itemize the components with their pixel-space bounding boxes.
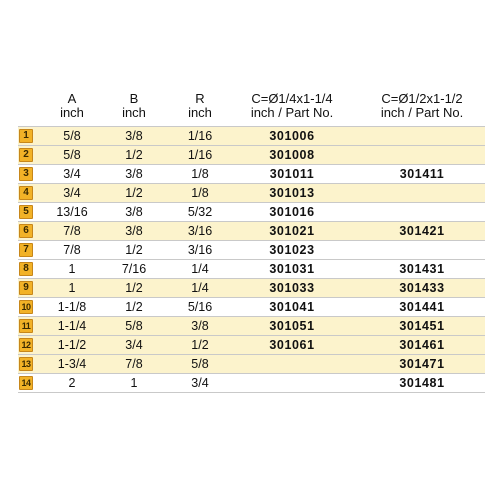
row-index-badge: 1 — [19, 129, 33, 143]
cell-b: 3/4 — [125, 338, 143, 352]
cell-part-c1: 301008 — [269, 148, 315, 162]
row-index-badge: 14 — [19, 376, 33, 390]
cell-part-c2: 301421 — [399, 224, 445, 238]
cell-r: 5/8 — [191, 357, 209, 371]
cell-part-c2: 301441 — [399, 300, 445, 314]
cell-b: 3/8 — [125, 205, 143, 219]
header-c2-title: C=Ø1/2x1-1/2 — [381, 91, 463, 106]
table-row — [18, 374, 485, 393]
header-c1 — [232, 92, 352, 120]
cell-r: 1/16 — [187, 129, 213, 143]
table-body — [18, 126, 485, 393]
table-row — [18, 241, 485, 260]
cell-part-c2: 301451 — [399, 319, 445, 333]
table-row — [18, 298, 485, 317]
header-a-title: A — [67, 91, 77, 106]
cell-part-c2: 301433 — [399, 281, 445, 295]
cell-r: 1/2 — [191, 338, 209, 352]
cell-b: 3/8 — [125, 224, 143, 238]
row-index-badge: 9 — [19, 281, 33, 295]
cell-part-c1: 301061 — [269, 338, 315, 352]
cell-part-c2: 301431 — [399, 262, 445, 276]
table-row — [18, 279, 485, 298]
row-index-badge: 3 — [19, 167, 33, 181]
cell-r: 1/8 — [191, 186, 209, 200]
cell-a: 1-1/8 — [57, 300, 87, 314]
cell-r: 3/16 — [187, 243, 213, 257]
header-c2 — [362, 92, 482, 120]
row-index-badge: 10 — [19, 300, 33, 314]
cell-r: 3/16 — [187, 224, 213, 238]
table-row — [18, 126, 485, 146]
table-row — [18, 184, 485, 203]
header-r — [164, 92, 236, 120]
row-index-badge: 11 — [19, 319, 33, 333]
row-index-badge: 6 — [19, 224, 33, 238]
header-r-unit: inch — [188, 105, 212, 120]
cell-r: 1/16 — [187, 148, 213, 162]
cell-a: 5/8 — [63, 148, 81, 162]
cell-part-c1: 301013 — [269, 186, 315, 200]
cell-a: 1 — [68, 262, 76, 276]
row-index-badge: 7 — [19, 243, 33, 257]
cell-b: 7/16 — [121, 262, 147, 276]
cell-b: 1/2 — [125, 243, 143, 257]
cell-r: 5/32 — [187, 205, 213, 219]
header-c1-title: C=Ø1/4x1-1/4 — [251, 91, 333, 106]
row-index-badge: 2 — [19, 148, 33, 162]
cell-a: 1-3/4 — [57, 357, 87, 371]
table-row — [18, 336, 485, 355]
cell-a: 5/8 — [63, 129, 81, 143]
header-c1-unit: inch / Part No. — [250, 105, 334, 120]
cell-a: 3/4 — [63, 167, 81, 181]
cell-a: 2 — [68, 376, 76, 390]
cell-b: 3/8 — [125, 129, 143, 143]
table-row — [18, 203, 485, 222]
cell-b: 7/8 — [125, 357, 143, 371]
table-row — [18, 355, 485, 374]
cell-b: 1/2 — [125, 186, 143, 200]
cell-r: 3/4 — [191, 376, 209, 390]
cell-part-c2: 301481 — [399, 376, 445, 390]
cell-b: 1/2 — [125, 281, 143, 295]
cell-part-c1: 301051 — [269, 319, 315, 333]
cell-r: 3/8 — [191, 319, 209, 333]
header-b — [102, 92, 166, 120]
table-row — [18, 317, 485, 336]
header-a-unit: inch — [60, 105, 84, 120]
cell-part-c2: 301461 — [399, 338, 445, 352]
cell-r: 1/4 — [191, 281, 209, 295]
row-index-badge: 13 — [19, 357, 33, 371]
header-c2-unit: inch / Part No. — [380, 105, 464, 120]
cell-a: 13/16 — [56, 205, 88, 219]
row-index-badge: 8 — [19, 262, 33, 276]
row-index-badge: 12 — [19, 338, 33, 352]
cell-r: 5/16 — [187, 300, 213, 314]
cell-b: 3/8 — [125, 167, 143, 181]
cell-part-c1: 301021 — [269, 224, 315, 238]
row-index-badge: 4 — [19, 186, 33, 200]
cell-part-c1: 301033 — [269, 281, 315, 295]
cell-a: 7/8 — [63, 224, 81, 238]
cell-b: 1/2 — [125, 300, 143, 314]
table-row — [18, 222, 485, 241]
table-header — [0, 92, 500, 128]
cell-a: 3/4 — [63, 186, 81, 200]
cell-part-c1: 301016 — [269, 205, 315, 219]
header-r-title: R — [195, 91, 205, 106]
cell-a: 1-1/4 — [57, 319, 87, 333]
cell-r: 1/4 — [191, 262, 209, 276]
header-b-unit: inch — [122, 105, 146, 120]
cell-part-c2: 301471 — [399, 357, 445, 371]
cell-part-c1: 301023 — [269, 243, 315, 257]
row-index-badge: 5 — [19, 205, 33, 219]
cell-r: 1/8 — [191, 167, 209, 181]
cell-part-c1: 301031 — [269, 262, 315, 276]
header-a — [40, 92, 104, 120]
cell-part-c1: 301041 — [269, 300, 315, 314]
header-b-title: B — [129, 91, 139, 106]
cell-a: 1-1/2 — [57, 338, 87, 352]
cell-b: 1/2 — [125, 148, 143, 162]
cell-part-c2: 301411 — [399, 167, 445, 181]
cell-b: 5/8 — [125, 319, 143, 333]
cell-part-c1: 301006 — [269, 129, 315, 143]
cell-part-c1: 301011 — [269, 167, 315, 181]
table-row — [18, 165, 485, 184]
cell-a: 7/8 — [63, 243, 81, 257]
table-row — [18, 260, 485, 279]
cell-a: 1 — [68, 281, 76, 295]
cell-b: 1 — [130, 376, 138, 390]
table-row — [18, 146, 485, 165]
